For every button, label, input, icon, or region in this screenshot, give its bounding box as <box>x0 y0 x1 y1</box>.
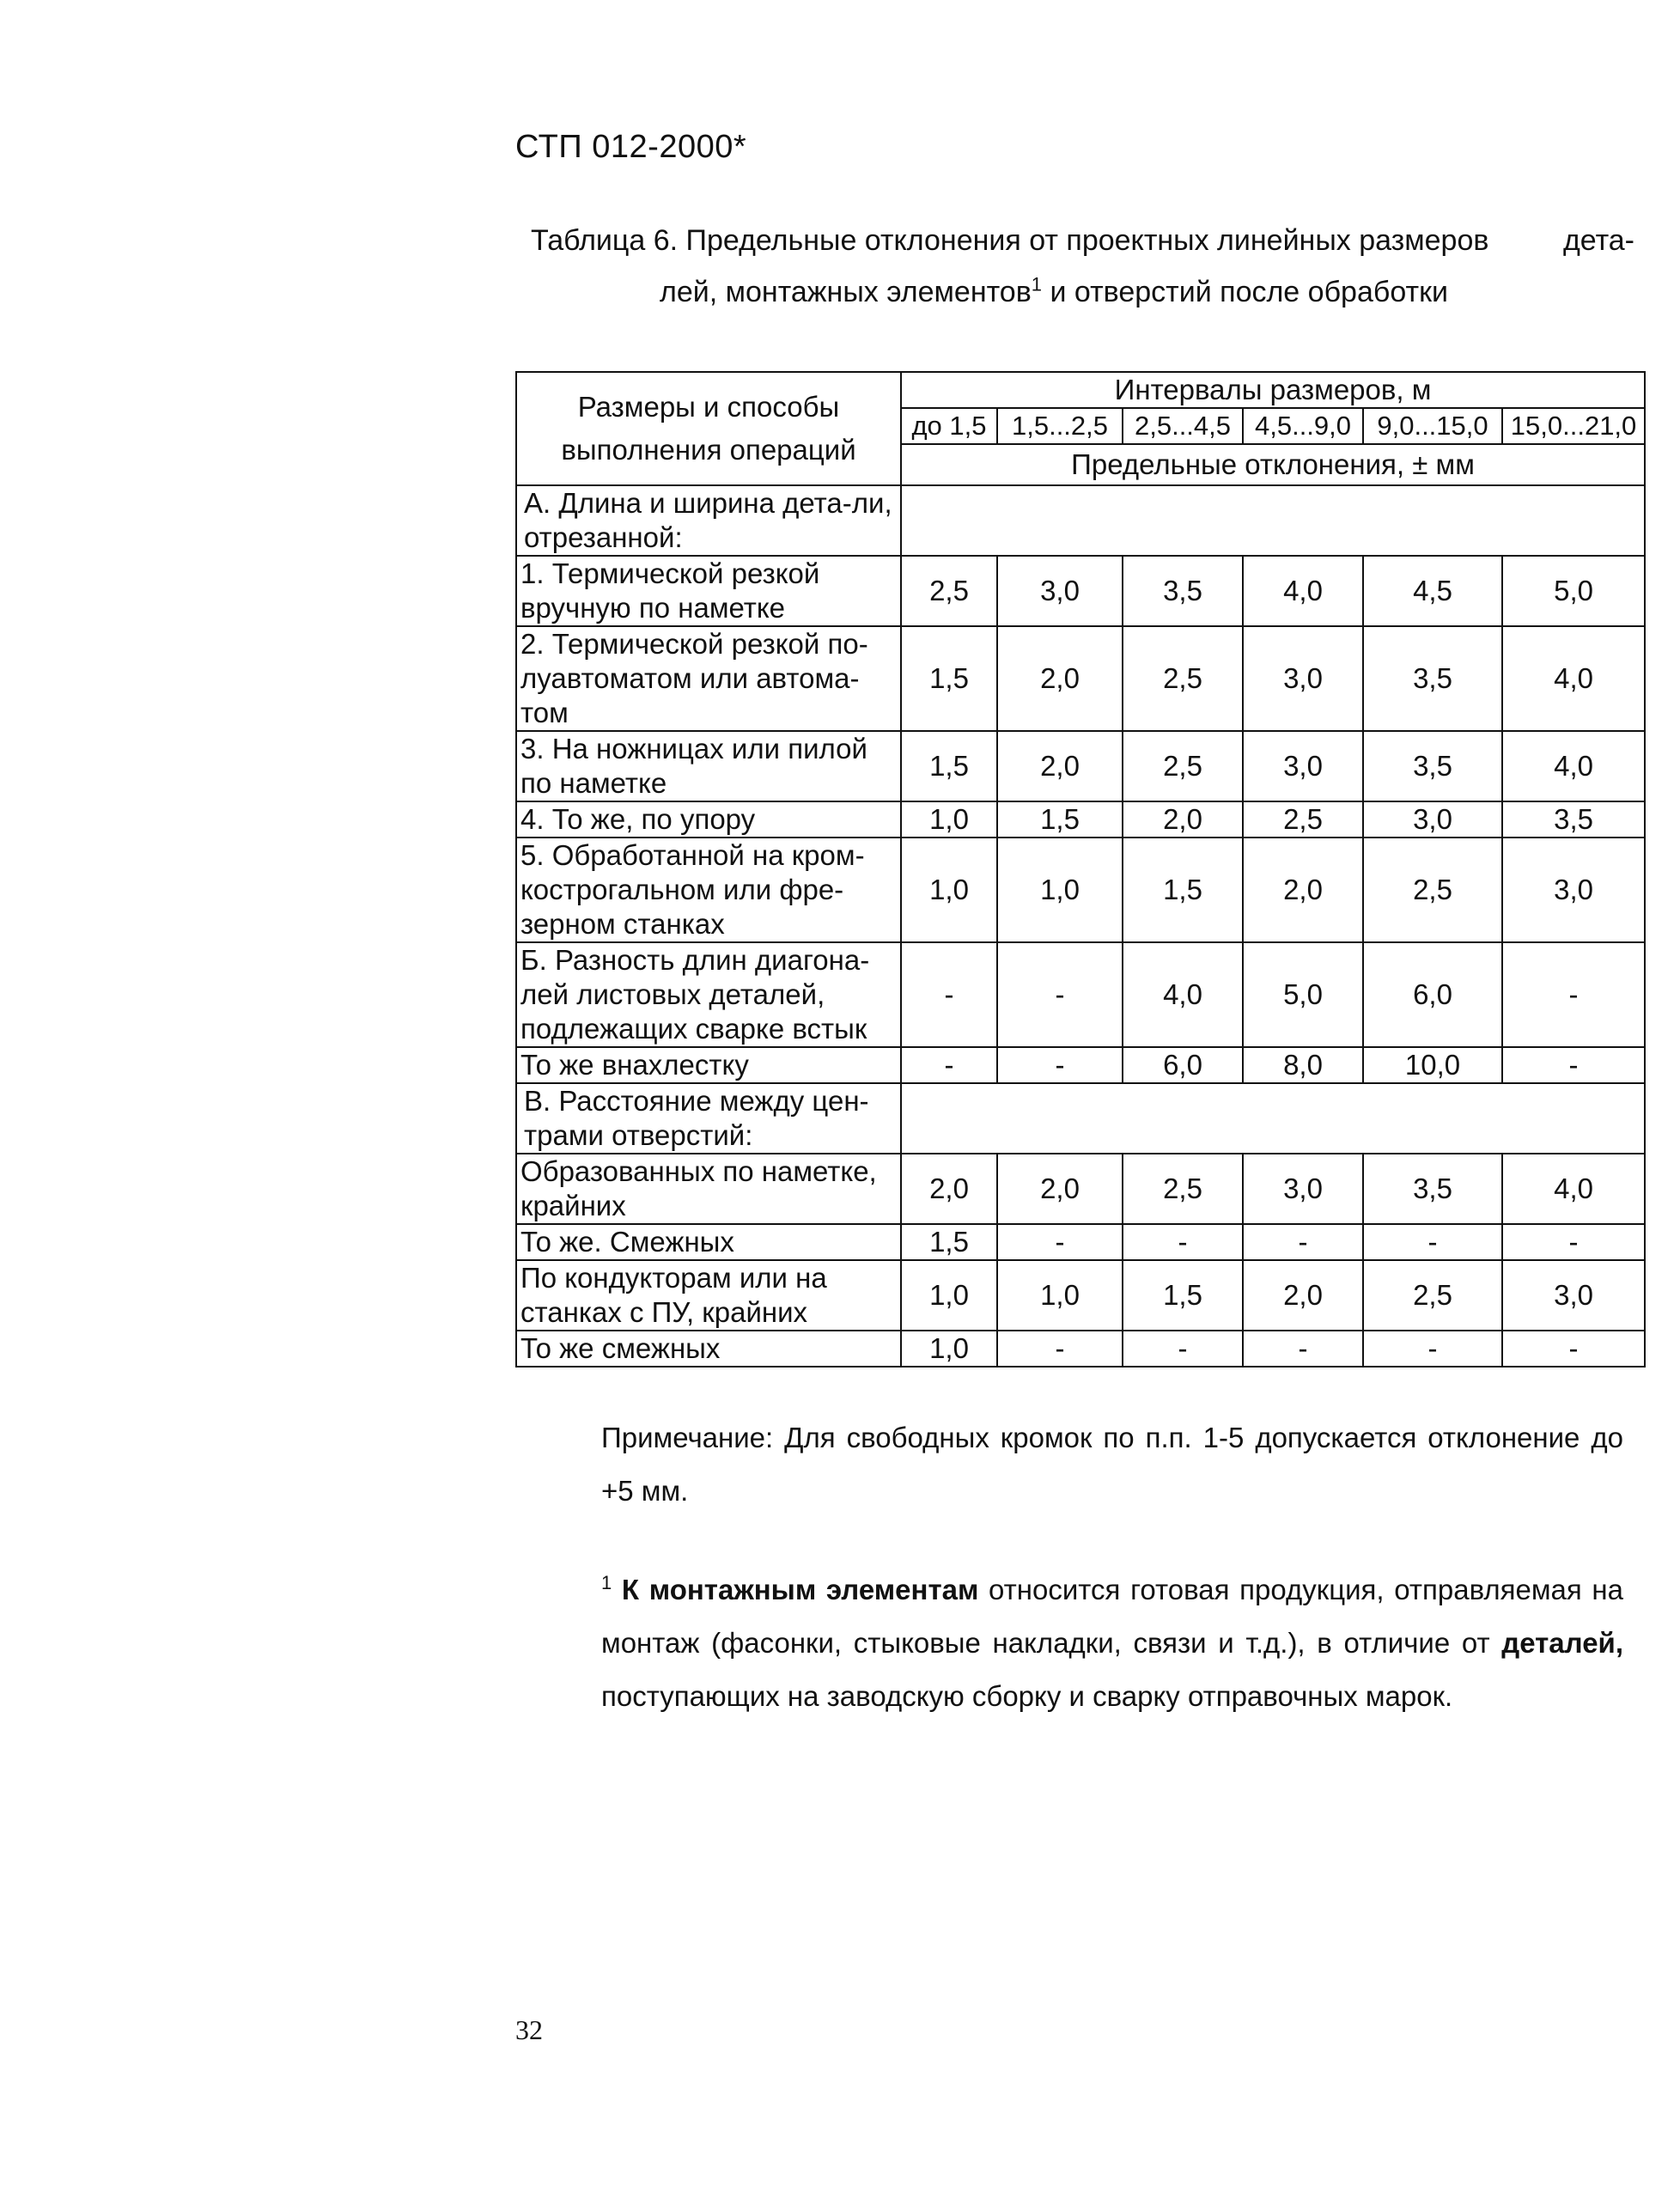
value-cell: 1,0 <box>997 1260 1123 1331</box>
table-row <box>516 838 1645 942</box>
caption-line2-end: и отверстий после обработки <box>1042 276 1448 308</box>
value-cell: 4,5 <box>1363 556 1502 626</box>
value-cell: - <box>901 942 997 1047</box>
value-cell: 1,0 <box>901 838 997 942</box>
value-cell: 5,0 <box>1243 942 1363 1047</box>
value-cell: - <box>1243 1224 1363 1260</box>
range-header: до 1,5 <box>901 408 997 444</box>
row-label: 2. Термической резкой по-луавтоматом или автома-том <box>516 626 901 731</box>
empty-cell <box>901 1083 1645 1154</box>
value-cell: 1,5 <box>997 801 1123 838</box>
value-cell: - <box>1502 1047 1645 1083</box>
value-cell: 2,5 <box>1243 801 1363 838</box>
value-cell: 6,0 <box>1363 942 1502 1047</box>
footnote-term-parts: деталей, <box>1501 1627 1623 1659</box>
range-header: 15,0...21,0 <box>1502 408 1645 444</box>
note-text: Примечание: Для свободных кромок по п.п. 1-5 допускается отклонение до +5 мм. <box>601 1422 1623 1507</box>
range-header: 2,5...4,5 <box>1123 408 1243 444</box>
header-operations: Размеры и способы выполнения операций <box>516 372 901 485</box>
table-caption <box>531 215 1634 318</box>
footnote-text-2: поступающих на заводскую сборку и сварку отправочных марок. <box>601 1680 1453 1712</box>
caption-footnote-marker: 1 <box>1031 273 1043 295</box>
value-cell: - <box>901 1047 997 1083</box>
value-cell: 2,0 <box>997 731 1123 801</box>
row-label: По кондукторам или на станках с ПУ, крайних <box>516 1260 901 1331</box>
value-cell: 4,0 <box>1243 556 1363 626</box>
value-cell: 4,0 <box>1502 626 1645 731</box>
table-row <box>516 1260 1645 1331</box>
row-label: 1. Термической резкой вручную по наметке <box>516 556 901 626</box>
row-label: 3. На ножницах или пилой по наметке <box>516 731 901 801</box>
value-cell: - <box>997 1047 1123 1083</box>
value-cell: 1,0 <box>901 1260 997 1331</box>
range-header: 1,5...2,5 <box>997 408 1123 444</box>
value-cell: - <box>997 1224 1123 1260</box>
value-cell: 3,0 <box>1502 838 1645 942</box>
value-cell: 3,5 <box>1363 626 1502 731</box>
value-cell: - <box>1502 942 1645 1047</box>
value-cell: 2,5 <box>1123 1154 1243 1224</box>
value-cell: 3,5 <box>1502 801 1645 838</box>
table-row <box>516 556 1645 626</box>
value-cell: 2,5 <box>901 556 997 626</box>
table-row <box>516 942 1645 1047</box>
value-cell: 3,0 <box>1243 626 1363 731</box>
footnote-term-assembly-elements: К монтажным элементам <box>621 1574 979 1605</box>
value-cell: 2,0 <box>1243 838 1363 942</box>
value-cell: 6,0 <box>1123 1047 1243 1083</box>
value-cell: 2,0 <box>901 1154 997 1224</box>
value-cell: 1,0 <box>901 1331 997 1367</box>
value-cell: 2,0 <box>1123 801 1243 838</box>
value-cell: 3,0 <box>1243 731 1363 801</box>
caption-main-text: Таблица 6. Предельные отклонения от проектных линейных размеров <box>531 224 1489 257</box>
table-row <box>516 626 1645 731</box>
row-label: Образованных по наметке, крайних <box>516 1154 901 1224</box>
document-code: СТП 012-2000* <box>515 129 747 165</box>
footnote-paragraph <box>515 1563 1623 1723</box>
table-row <box>516 1331 1645 1367</box>
section-row <box>516 1083 1645 1154</box>
table-row <box>516 731 1645 801</box>
value-cell: 4,0 <box>1502 1154 1645 1224</box>
value-cell: 2,5 <box>1123 626 1243 731</box>
value-cell: 1,5 <box>901 626 997 731</box>
value-cell: - <box>1243 1331 1363 1367</box>
value-cell: - <box>1123 1331 1243 1367</box>
value-cell: - <box>997 942 1123 1047</box>
value-cell: 3,0 <box>997 556 1123 626</box>
value-cell: 1,5 <box>1123 838 1243 942</box>
table-note <box>515 1411 1623 1518</box>
value-cell: - <box>997 1331 1123 1367</box>
value-cell: 2,0 <box>997 626 1123 731</box>
value-cell: 5,0 <box>1502 556 1645 626</box>
value-cell: 2,5 <box>1363 838 1502 942</box>
value-cell: 2,0 <box>1243 1260 1363 1331</box>
value-cell: 10,0 <box>1363 1047 1502 1083</box>
value-cell: - <box>1123 1224 1243 1260</box>
table-row <box>516 1224 1645 1260</box>
value-cell: - <box>1363 1224 1502 1260</box>
tolerance-table <box>515 371 1646 1368</box>
page-number: 32 <box>515 2014 543 2045</box>
footnote-marker: 1 <box>601 1572 612 1593</box>
row-label: Б. Разность длин диагона-лей листовых деталей, подлежащих сварке встык <box>516 942 901 1047</box>
value-cell: 4,0 <box>1123 942 1243 1047</box>
value-cell: 1,5 <box>901 1224 997 1260</box>
header-deviations: Предельные отклонения, ± мм <box>901 444 1645 485</box>
value-cell: 3,0 <box>1502 1260 1645 1331</box>
row-label: 5. Обработанной на кром-кострогальном или фре-зерном станках <box>516 838 901 942</box>
header-intervals: Интервалы размеров, м <box>901 372 1645 408</box>
value-cell: 2,5 <box>1363 1260 1502 1331</box>
value-cell: - <box>1502 1331 1645 1367</box>
value-cell: 1,5 <box>901 731 997 801</box>
value-cell: 3,0 <box>1363 801 1502 838</box>
section-label: А. Длина и ширина дета-ли, отрезанной: <box>516 485 901 556</box>
row-label: То же смежных <box>516 1331 901 1367</box>
caption-line-2 <box>531 266 1634 318</box>
table-row <box>516 1047 1645 1083</box>
value-cell: 3,5 <box>1363 1154 1502 1224</box>
value-cell: 2,5 <box>1123 731 1243 801</box>
value-cell: 1,0 <box>901 801 997 838</box>
value-cell: 2,0 <box>997 1154 1123 1224</box>
range-header: 4,5...9,0 <box>1243 408 1363 444</box>
value-cell: 3,5 <box>1363 731 1502 801</box>
value-cell: 3,5 <box>1123 556 1243 626</box>
value-cell: 1,5 <box>1123 1260 1243 1331</box>
footnote <box>515 1563 1623 1723</box>
range-header: 9,0...15,0 <box>1363 408 1502 444</box>
empty-cell <box>901 485 1645 556</box>
value-cell: - <box>1363 1331 1502 1367</box>
section-row <box>516 485 1645 556</box>
row-label: То же. Смежных <box>516 1224 901 1260</box>
caption-hyphen-end: дета- <box>1562 224 1634 257</box>
value-cell: 3,0 <box>1243 1154 1363 1224</box>
value-cell: 8,0 <box>1243 1047 1363 1083</box>
value-cell: - <box>1502 1224 1645 1260</box>
value-cell: 4,0 <box>1502 731 1645 801</box>
caption-line2-start: лей, монтажных элементов <box>660 276 1032 308</box>
table-row <box>516 801 1645 838</box>
value-cell: 1,0 <box>997 838 1123 942</box>
caption-line-1 <box>531 215 1634 266</box>
table-row <box>516 1154 1645 1224</box>
row-label: То же внахлестку <box>516 1047 901 1083</box>
footnote-text-1: относится готовая продукция, отправляемая на монтаж (фасонки, стыковые накладки, связи и т.д.), в отличие от <box>601 1574 1623 1659</box>
row-label: 4. То же, по упору <box>516 801 901 838</box>
section-label: В. Расстояние между цен-трами отверстий: <box>516 1083 901 1154</box>
